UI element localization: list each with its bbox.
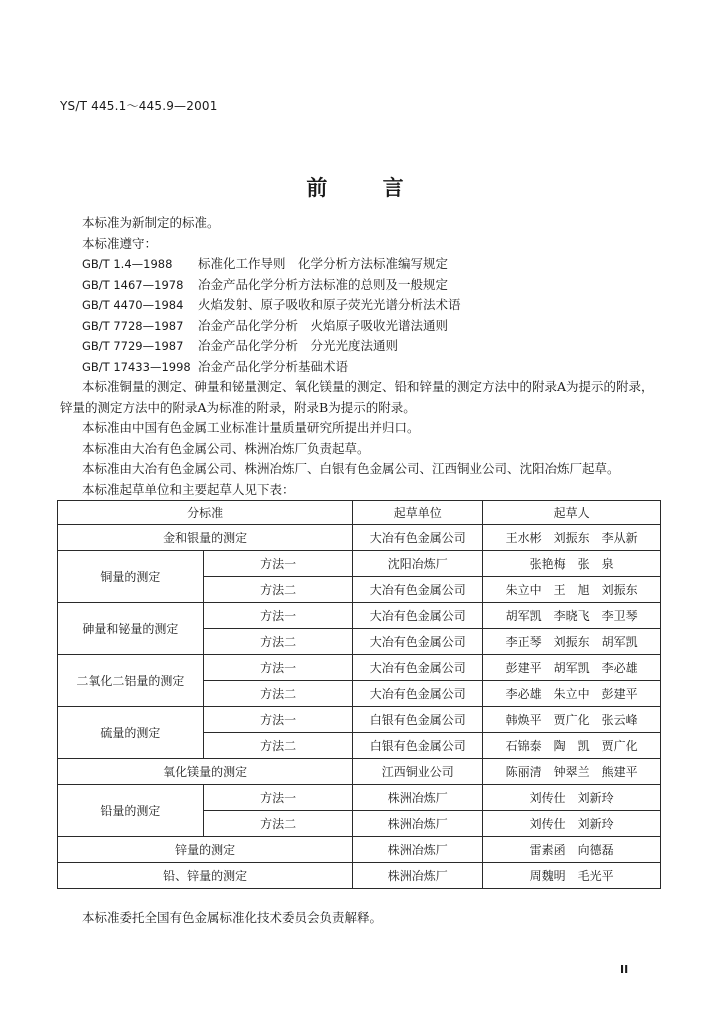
drafters: 彭建平 胡军凯 李必雄 — [483, 655, 661, 681]
drafters: 刘传仕 刘新玲 — [483, 811, 661, 837]
standard-name: 铅、锌量的测定 — [58, 863, 353, 889]
standard-title: 冶金产品化学分析 火焰原子吸收光谱法通则 — [198, 317, 449, 333]
table-row — [58, 759, 661, 785]
drafters: 石锦泰 陶 凯 贾广化 — [483, 733, 661, 759]
standard-name: 金和银量的测定 — [58, 525, 353, 551]
drafters: 雷素函 向德磊 — [483, 837, 661, 863]
drafting-unit: 大冶有色金属公司 — [353, 577, 483, 603]
standard-title: 冶金产品化学分析 分光光度法通则 — [198, 338, 399, 353]
foreword-body — [60, 213, 654, 500]
method: 方法一 — [203, 707, 352, 733]
drafting-unit: 大冶有色金属公司 — [353, 629, 483, 655]
drafting-unit: 株洲冶炼厂 — [353, 863, 483, 889]
table-row — [58, 785, 661, 811]
method: 方法一 — [203, 551, 352, 577]
table-header-row — [58, 501, 661, 525]
table-row — [58, 551, 661, 577]
standard-name: 氧化镁量的测定 — [58, 759, 353, 785]
standard-code: GB/T 7729—1987 — [82, 339, 184, 353]
standard-title: 冶金产品化学分析方法标准的总则及一般规定 — [198, 276, 449, 292]
drafting-unit: 大冶有色金属公司 — [353, 681, 483, 707]
table-row — [58, 837, 661, 863]
drafting-unit: 白银有色金属公司 — [353, 707, 483, 733]
method: 方法二 — [203, 811, 352, 837]
drafters: 陈丽清 钟翠兰 熊建平 — [483, 759, 661, 785]
standard-name: 铅量的测定 — [58, 785, 204, 837]
drafting-unit: 大冶有色金属公司 — [353, 655, 483, 681]
method: 方法一 — [203, 655, 352, 681]
referenced-standard — [60, 254, 654, 275]
standard-title: 标准化工作导则 化学分析方法标准编写规定 — [198, 256, 449, 271]
drafting-unit: 株洲冶炼厂 — [353, 837, 483, 863]
intro-paragraph-2: 本标准遵守： — [82, 235, 158, 251]
table-row — [58, 707, 661, 733]
drafters: 李必雄 朱立中 彭建平 — [483, 681, 661, 707]
page-number: II — [620, 963, 629, 976]
drafting-unit: 株洲冶炼厂 — [353, 811, 483, 837]
standard-name: 二氧化二铝量的测定 — [58, 655, 204, 707]
intro-paragraph-1: 本标准为新制定的标准。 — [82, 215, 220, 230]
standard-code: GB/T 1.4—1988 — [82, 257, 173, 271]
method: 方法二 — [203, 733, 352, 759]
header-unit: 起草单位 — [353, 501, 483, 525]
standard-name: 硫量的测定 — [58, 707, 204, 759]
drafting-unit: 大冶有色金属公司 — [353, 603, 483, 629]
drafters: 李正琴 刘振东 胡军凯 — [483, 629, 661, 655]
method: 方法二 — [203, 629, 352, 655]
annex-paragraph: 本标准铜量的测定、砷量和铋量测定、氧化镁量的测定、铅和锌量的测定方法中的附录A为提示的附录，锌量的测定方法中的附录A为标准的附录，附录B为提示的附录。 — [60, 379, 654, 415]
standard-title: 火焰发射、原子吸收和原子荧光光谱分析法术语 — [198, 297, 461, 312]
drafting-unit: 株洲冶炼厂 — [353, 785, 483, 811]
header-drafters: 起草人 — [483, 501, 661, 525]
responsible-paragraph: 本标准由大冶有色金属公司、株洲冶炼厂负责起草。 — [82, 440, 370, 456]
drafters: 胡军凯 李晓飞 李卫琴 — [483, 603, 661, 629]
interpretation-note: 本标准委托全国有色金属标准化技术委员会负责解释。 — [82, 910, 383, 925]
table-row — [58, 525, 661, 551]
drafters: 刘传仕 刘新玲 — [483, 785, 661, 811]
method: 方法二 — [203, 681, 352, 707]
standard-code: GB/T 1467—1978 — [82, 277, 184, 292]
method: 方法一 — [203, 603, 352, 629]
table-row — [58, 655, 661, 681]
drafters: 张艳梅 张 泉 — [483, 551, 661, 577]
table-row — [58, 863, 661, 889]
drafters-table — [57, 500, 661, 889]
drafters: 王水彬 刘振东 李从新 — [483, 525, 661, 551]
referenced-standard — [60, 275, 654, 296]
drafters: 周魏明 毛光平 — [483, 863, 661, 889]
method: 方法二 — [203, 577, 352, 603]
referenced-standard — [60, 357, 654, 378]
header-standard: 分标准 — [58, 501, 353, 525]
standard-code: GB/T 7728—1987 — [82, 318, 184, 333]
drafting-unit: 江西铜业公司 — [353, 759, 483, 785]
standard-code: GB/T 17433—1998 — [82, 359, 191, 374]
page-title: 前 言 — [306, 176, 404, 200]
drafting-unit: 白银有色金属公司 — [353, 733, 483, 759]
standard-title: 冶金产品化学分析基础术语 — [198, 358, 349, 374]
drafters: 韩焕平 贾广化 张云峰 — [483, 707, 661, 733]
method: 方法一 — [203, 785, 352, 811]
referenced-standard — [60, 295, 654, 316]
table-intro-paragraph: 本标准起草单位和主要起草人见下表： — [82, 481, 295, 497]
referenced-standard — [60, 316, 654, 337]
standard-code-header: YS/T 445.1～445.9—2001 — [60, 99, 218, 113]
drafters: 朱立中 王 旭 刘振东 — [483, 577, 661, 603]
standard-name: 砷量和铋量的测定 — [58, 603, 204, 655]
standard-name: 锌量的测定 — [58, 837, 353, 863]
standard-code: GB/T 4470—1984 — [82, 298, 184, 312]
drafting-unit: 沈阳冶炼厂 — [353, 551, 483, 577]
table-row — [58, 603, 661, 629]
proposer-paragraph: 本标准由中国有色金属工业标准计量质量研究所提出并归口。 — [82, 420, 420, 435]
drafting-unit: 大冶有色金属公司 — [353, 525, 483, 551]
drafted-by-paragraph: 本标准由大冶有色金属公司、株洲冶炼厂、白银有色金属公司、江西铜业公司、沈阳冶炼厂起草。 — [82, 461, 620, 476]
referenced-standard — [60, 336, 654, 357]
standard-name: 铜量的测定 — [58, 551, 204, 603]
